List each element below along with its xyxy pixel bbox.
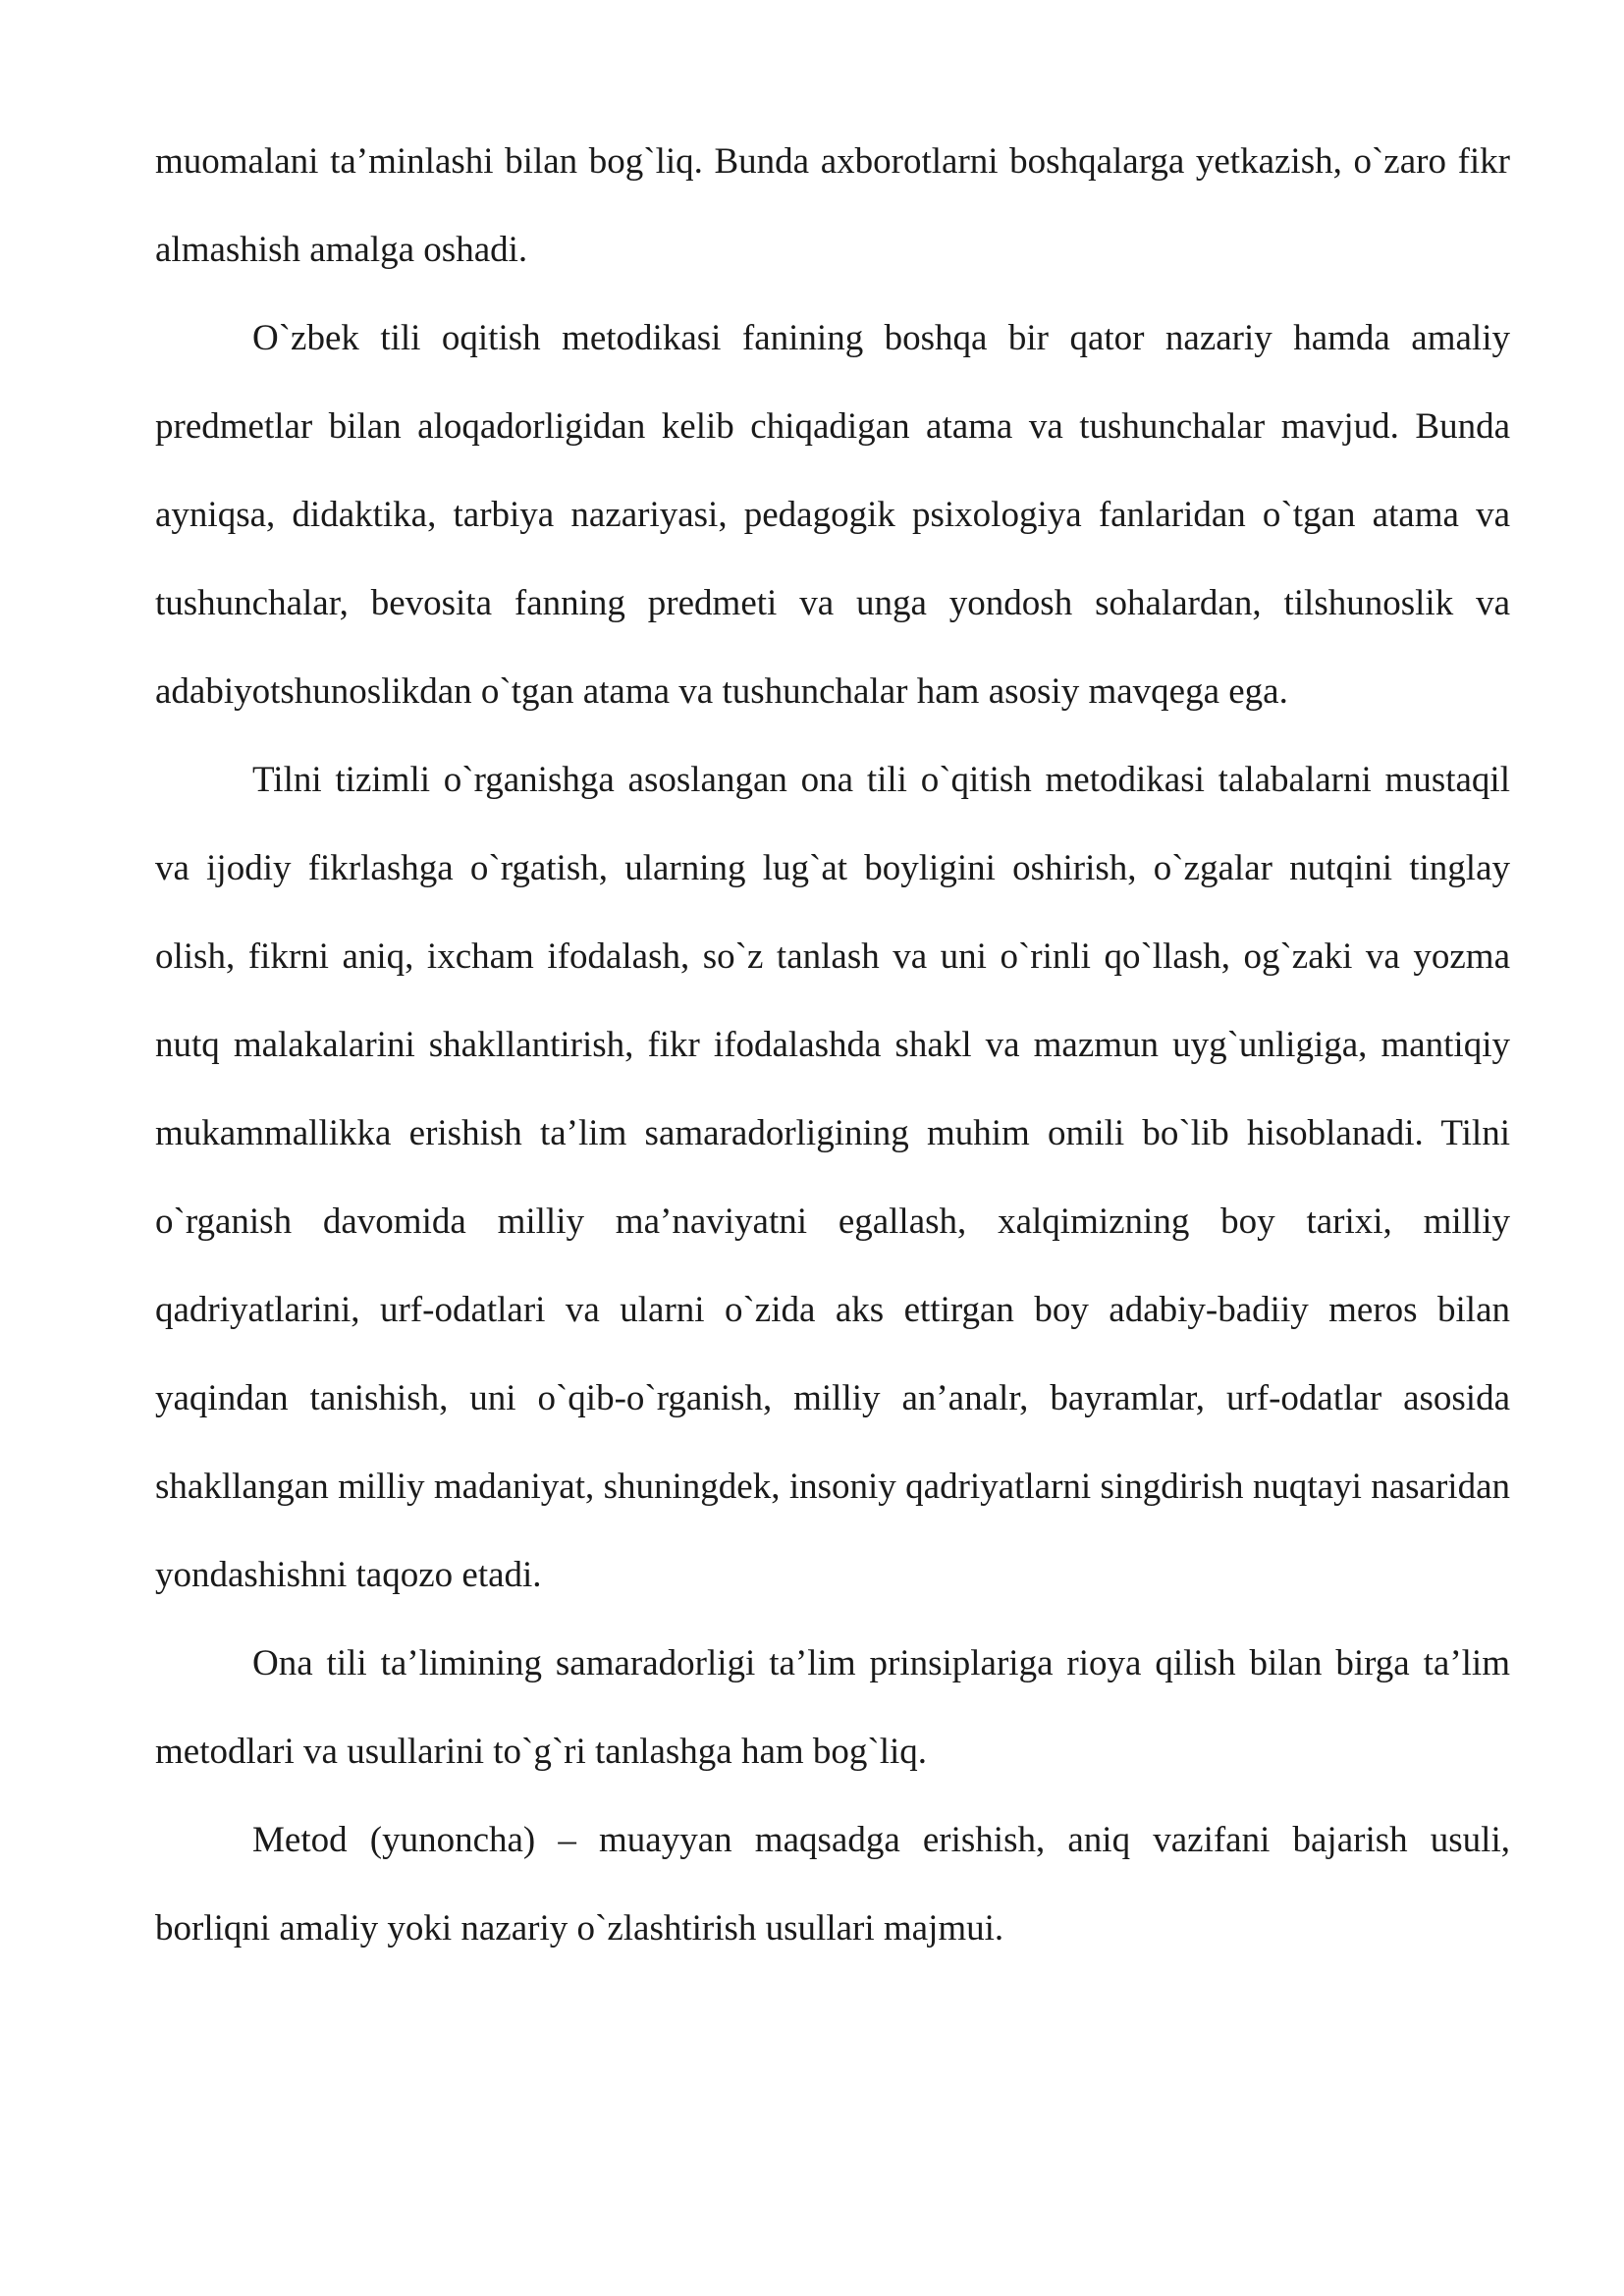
paragraph-method-definition: Metod (yunoncha) – muayyan maqsadga erishish, aniq vazifani bajarish usuli, borliqni amaliy yoki nazariy o`zlashtirish usullari majmui. bbox=[155, 1820, 1510, 1949]
document-page bbox=[155, 118, 1510, 1973]
paragraph-terms: O`zbek tili oqitish metodikasi fanining boshqa bir qator nazariy hamda amaliy predmetlar bilan aloqadorligidan kelib chiqadigan atama va tushunchalar mavjud. Bunda ayniqsa, didaktika, tarbiya nazariyasi, pedagogik psixologiya fanlaridan o`tgan atama va tushunchalar, bevosita fanning predmeti va unga yondosh sohalardan, tilshunoslik va adabiyotshunoslikdan o`tgan atama va tushunchalar ham asosiy mavqega ega. bbox=[155, 318, 1510, 712]
paragraph-continuation: muomalani ta’minlashi bilan bog`liq. Bunda axborotlarni boshqalarga yetkazish, o`zaro fikr almashish amalga oshadi. bbox=[155, 141, 1510, 270]
paragraph-methodology: Tilni tizimli o`rganishga asoslangan ona tili o`qitish metodikasi talabalarni mustaqil va ijodiy fikrlashga o`rgatish, ularning lug`at boyligini oshirish, o`zgalar nutqini tinglay olish, fikrni aniq, ixcham ifodalash, so`z tanlash va uni o`rinli qo`llash, og`zaki va yozma nutq malakalarini shakllantirish, fikr ifodalashda shakl va mazmun uyg`unligiga, mantiqiy mukammallikka erishish ta’lim samaradorligining muhim omili bo`lib hisoblanadi. Tilni o`rganish davomida milliy ma’naviyatni egallash, xalqimizning boy tarixi, milliy qadriyatlarini, urf-odatlari va ularni o`zida aks ettirgan boy adabiy-badiiy meros bilan yaqindan tanishish, uni o`qib-o`rganish, milliy an’analr, bayramlar, urf-odatlar asosida shakllangan milliy madaniyat, shuningdek, insoniy qadriyatlarni singdirish nuqtayi nasaridan yondashishni taqozo etadi. bbox=[155, 760, 1510, 1595]
paragraph-effectiveness: Ona tili ta’limining samaradorligi ta’lim prinsiplariga rioya qilish bilan birga ta’lim metodlari va usullarini to`g`ri tanlashga ham bog`liq. bbox=[155, 1643, 1510, 1772]
